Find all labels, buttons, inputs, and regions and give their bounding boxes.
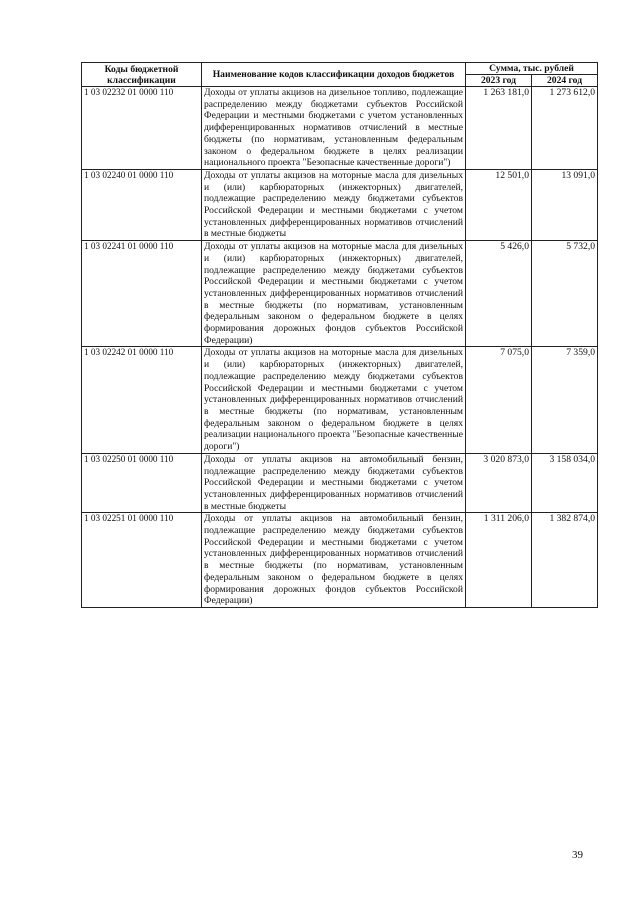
header-name: Наименование кодов классификации доходов бюджетов: [202, 63, 466, 87]
table-row: [82, 513, 598, 608]
row-value-2024: 5 732,0: [532, 241, 598, 347]
row-name: Доходы от уплаты акцизов на дизельное топливо, подлежащие распределению между бюджетами субъектов Российской Федерации и местными бюджетами с учетом установленных дифференцированных нормативов отчислений в местные бюджеты (по нормативам, установленным федеральным законом о федеральном бюджете в целях реализации национального проекта "Безопасные качественные дороги"): [202, 87, 466, 170]
row-name: Доходы от уплаты акцизов на автомобильный бензин, подлежащие распределению между бюджетами субъектов Российской Федерации и местными бюджетами с учетом установленных дифференцированных нормативов отчислений в местные бюджеты (по нормативам, установленным федеральным законом о федеральном бюджете в целях формирования дорожных фондов субъектов Российской Федерации): [202, 513, 466, 608]
row-value-2024: 7 359,0: [532, 347, 598, 453]
header-year-2023: 2023 год: [466, 75, 532, 87]
row-value-2023: 5 426,0: [466, 241, 532, 347]
table-row: [82, 241, 598, 347]
revenue-table: [81, 62, 598, 608]
row-name: Доходы от уплаты акцизов на автомобильный бензин, подлежащие распределению между бюджетами субъектов Российской Федерации и местными бюджетами с учетом установленных дифференцированных нормативов отчислений в местные бюджеты: [202, 453, 466, 513]
row-value-2023: 1 311 206,0: [466, 513, 532, 608]
table-row: [82, 87, 598, 170]
row-value-2023: 3 020 873,0: [466, 453, 532, 513]
row-name: Доходы от уплаты акцизов на моторные масла для дизельных и (или) карбюраторных (инжекторных) двигателей, подлежащие распределению между бюджетами субъектов Российской Федерации и местными бюджетами с учетом установленных дифференцированных нормативов отчислений в местные бюджеты: [202, 169, 466, 240]
row-code: 1 03 02251 01 0000 110: [82, 513, 202, 608]
header-code: Коды бюджетной классификации: [82, 63, 202, 87]
row-value-2024: 1 273 612,0: [532, 87, 598, 170]
row-value-2023: 1 263 181,0: [466, 87, 532, 170]
table-row: [82, 453, 598, 513]
row-value-2024: 3 158 034,0: [532, 453, 598, 513]
row-value-2023: 12 501,0: [466, 169, 532, 240]
row-value-2024: 13 091,0: [532, 169, 598, 240]
row-code: 1 03 02242 01 0000 110: [82, 347, 202, 453]
row-code: 1 03 02250 01 0000 110: [82, 453, 202, 513]
row-name: Доходы от уплаты акцизов на моторные масла для дизельных и (или) карбюраторных (инжекторных) двигателей, подлежащие распределению между бюджетами субъектов Российской Федерации и местными бюджетами с учетом установленных дифференцированных нормативов отчислений в местные бюджеты (по нормативам, установленным федеральным законом о федеральном бюджете в целях реализации национального проекта "Безопасные качественные дороги"): [202, 347, 466, 453]
row-name: Доходы от уплаты акцизов на моторные масла для дизельных и (или) карбюраторных (инжекторных) двигателей, подлежащие распределению между бюджетами субъектов Российской Федерации и местными бюджетами с учетом установленных дифференцированных нормативов отчислений в местные бюджеты (по нормативам, установленным федеральным законом о федеральном бюджете в целях формирования дорожных фондов субъектов Российской Федерации): [202, 241, 466, 347]
row-value-2023: 7 075,0: [466, 347, 532, 453]
table-row: [82, 169, 598, 240]
header-year-2024: 2024 год: [532, 75, 598, 87]
page-number: 39: [572, 849, 583, 861]
header-sum: Сумма, тыс. рублей: [466, 63, 598, 75]
table-header-row: [82, 63, 598, 75]
row-code: 1 03 02232 01 0000 110: [82, 87, 202, 170]
row-value-2024: 1 382 874,0: [532, 513, 598, 608]
row-code: 1 03 02241 01 0000 110: [82, 241, 202, 347]
row-code: 1 03 02240 01 0000 110: [82, 169, 202, 240]
table-row: [82, 347, 598, 453]
